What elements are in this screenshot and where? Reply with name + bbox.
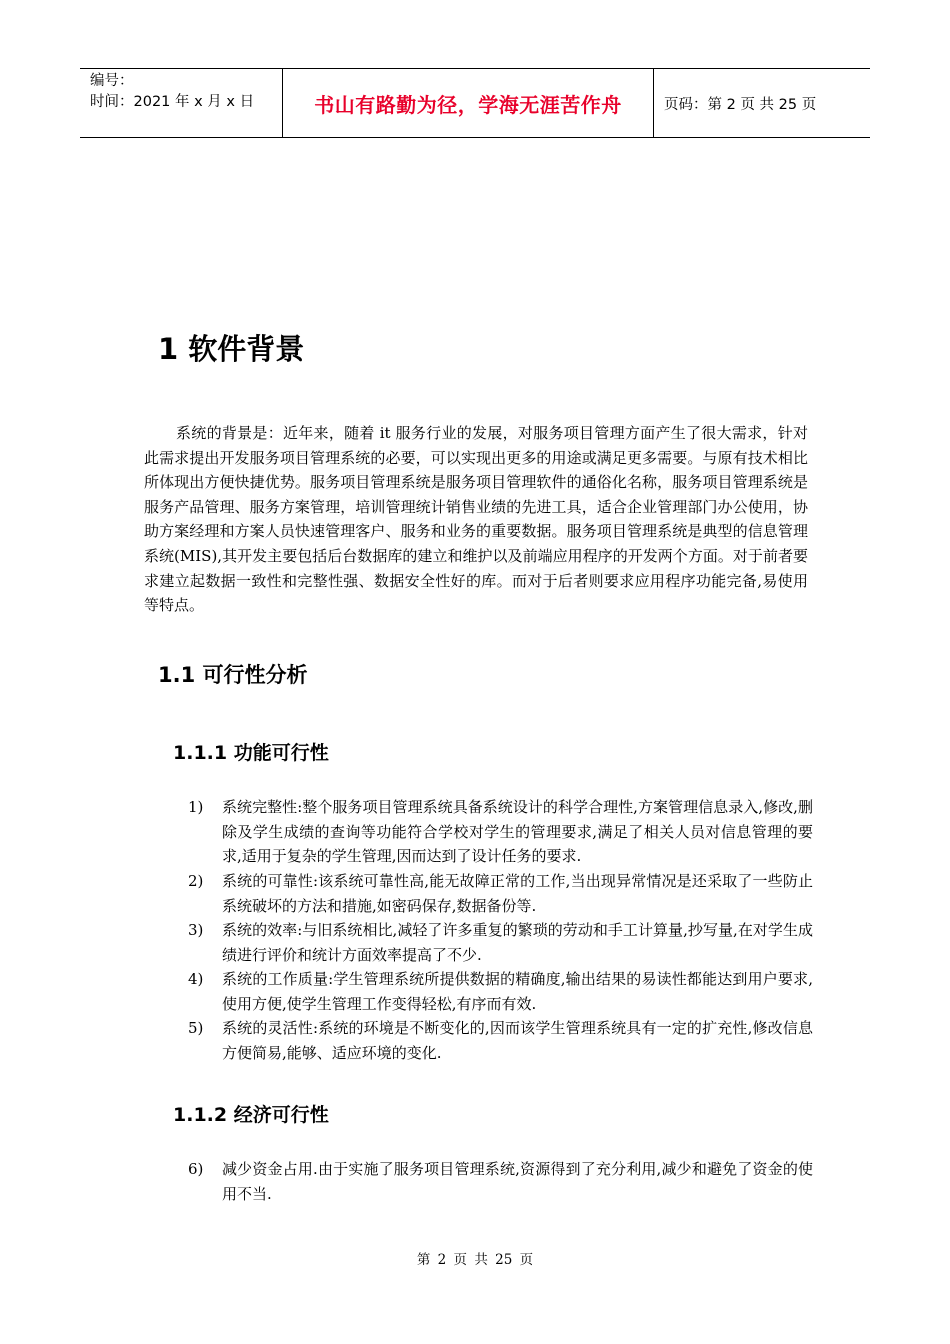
section-1-heading: 1 软件背景 bbox=[158, 332, 305, 366]
list-item bbox=[188, 795, 813, 869]
list-item-text: 系统的灵活性:系统的环境是不断变化的,因而该学生管理系统具有一定的扩充性,修改信息方便简易,能够、适应环境的变化. bbox=[222, 1019, 813, 1062]
list-item-number: 2) bbox=[188, 872, 204, 890]
number-label: 编号： bbox=[90, 73, 134, 89]
list-item bbox=[188, 1157, 813, 1206]
list-item-number: 1) bbox=[188, 798, 204, 816]
list-item-number: 3) bbox=[188, 921, 204, 939]
list-item bbox=[188, 1016, 813, 1065]
list-item-text: 系统的工作质量:学生管理系统所提供数据的精确度,输出结果的易读性都能达到用户要求,使用方便,使学生管理工作变得轻松,有序而有效. bbox=[222, 970, 813, 1013]
list-item-text: 减少资金占用.由于实施了服务项目管理系统,资源得到了充分利用,减少和避免了资金的使用不当. bbox=[222, 1160, 813, 1203]
date-label: 时间：2021 年 x 月 x 日 bbox=[90, 94, 255, 110]
list-item-number: 4) bbox=[188, 970, 204, 988]
list-item bbox=[188, 869, 813, 918]
section-1-1-heading: 1.1 可行性分析 bbox=[158, 663, 308, 687]
section-1-1-1-heading: 1.1.1 功能可行性 bbox=[173, 742, 329, 764]
page-footer: 第 2 页 共 25 页 bbox=[416, 1252, 534, 1268]
list-item-text: 系统的可靠性:该系统可靠性高,能无故障正常的工作,当出现异常情况是还采取了一些防止系统破坏的方法和措施,如密码保存,数据备份等. bbox=[222, 872, 813, 915]
list-item bbox=[188, 967, 813, 1016]
list-item bbox=[188, 918, 813, 967]
background-paragraph: 系统的背景是：近年来，随着 it 服务行业的发展，对服务项目管理方面产生了很大需求，针对此需求提出开发服务项目管理系统的必要，可以实现出更多的用途或满足更多需要。与原有技术相比所体现出方便快捷优势。服务项目管理系统是服务项目管理软件的通俗化名称，服务项目管理系统是服务产品管理、服务方案管理，培训管理统计销售业绩的先进工具，适合企业管理部门办公使用，协助方案经理和方案人员快速管理客户、服务和业务的重要数据。服务项目管理系统是典型的信息管理系统(MIS),其开发主要包括后台数据库的建立和维护以及前端应用程序的开发两个方面。对于前者要求建立起数据一致性和完整性强、数据安全性好的库。而对于后者则要求应用程序功能完备,易使用等特点。 bbox=[144, 424, 808, 615]
header-motto: 书山有路勤为径，学海无涯苦作舟 bbox=[282, 69, 654, 137]
list-item-number: 6) bbox=[188, 1160, 204, 1178]
document-header bbox=[80, 68, 870, 138]
list-item-text: 系统完整性:整个服务项目管理系统具备系统设计的科学合理性,方案管理信息录入,修改,删除及学生成绩的查询等功能符合学校对学生的管理要求,满足了相关人员对信息管理的要求,适用于复杂的学生管理,因而达到了设计任务的要求. bbox=[222, 798, 813, 865]
header-page-info: 页码：第 2 页 共 25 页 bbox=[664, 96, 817, 113]
section-1-1-2-heading: 1.1.2 经济可行性 bbox=[173, 1104, 329, 1126]
header-meta bbox=[80, 69, 282, 137]
list-item-number: 5) bbox=[188, 1019, 204, 1037]
list-item-text: 系统的效率:与旧系统相比,减轻了许多重复的繁琐的劳动和手工计算量,抄写量,在对学生成绩进行评价和统计方面效率提高了不少. bbox=[222, 921, 813, 964]
